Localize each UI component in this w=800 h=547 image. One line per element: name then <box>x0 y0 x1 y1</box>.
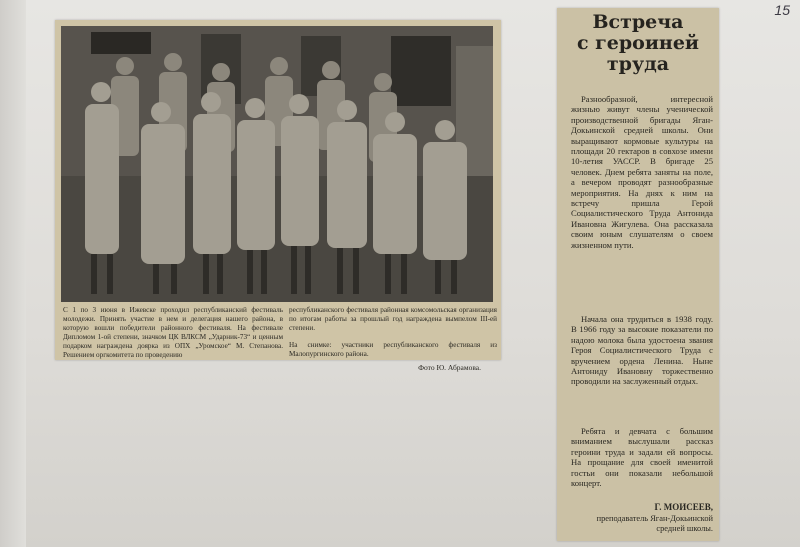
photo-caption-text: С 1 по 3 июня в Ижевске проходил республиканский фестиваль молодежи. Принять участие в нем и делегация нашего района, в которую вошли победители районного фестиваля. На фестивале Дипломом 1-ой степени, значком ЦК ВЛКСМ „Ударник-73“ и ценным подарком награждена доярка из ОПХ „Уромское“ М. Степанова. Решением оргкомитета по проведению <box>63 306 283 359</box>
headline-line-1: Встреча <box>592 11 684 33</box>
headline-line-3: труда <box>606 53 670 75</box>
page-number: 15 <box>774 2 790 18</box>
article-author: Г. МОИСЕЕВ, <box>654 502 713 512</box>
photo-caption-continued: республиканского фестиваля районная комсомольская организация по итогам работы за прошлый год награждена вымпелом III-ей степени. <box>289 306 497 332</box>
newspaper-clipping-article <box>557 8 719 541</box>
article-author-title: преподаватель Яган-Докьинской средней школы. <box>596 514 713 533</box>
page-edge <box>0 0 26 547</box>
article-headline <box>557 12 719 75</box>
headline-line-2: с героиней <box>576 32 700 54</box>
group-photo <box>61 26 493 302</box>
photo-caption-note: На снимке: участники республиканского фестиваля из Малопургинского района. <box>289 341 497 358</box>
article-paragraph-3: Ребята и девчата с большим вниманием выслушали рассказ героини труда и задали ей вопросы. На прощание для своей именитой гостьи они показали небольшой концерт. <box>571 426 713 489</box>
article-paragraph-1: Разнообразной, интересной жизнью живут члены ученической производственной бригады Яган-Докьинской средней школы. Они выращивают кормовые культуры на площади 20 гектаров в совхозе имени 10-летия УАССР. В бригаде 25 человек. Днем ребята заняты на поле, а вечером проводят разнообразные мероприятия. На днях к ним на встречу пришла Герой Социалистического Труда Антонида Ивановна Жигулева. Она рассказала своим юным слушателям о своем жизненном пути. <box>571 94 713 250</box>
newspaper-clipping-photo <box>55 20 501 372</box>
photo-credit: Фото Ю. Абрамова. <box>418 363 481 372</box>
article-paragraph-2: Начала она трудиться в 1938 году. В 1966 году за высокие показатели по надою молока была удостоена звания Героя Социалистического Труда с вручением ордена Ленина. Ныне Антониду Ивановну торжественно проводили на заслуженный отдых. <box>571 314 713 387</box>
group-photo-figures <box>61 26 493 302</box>
